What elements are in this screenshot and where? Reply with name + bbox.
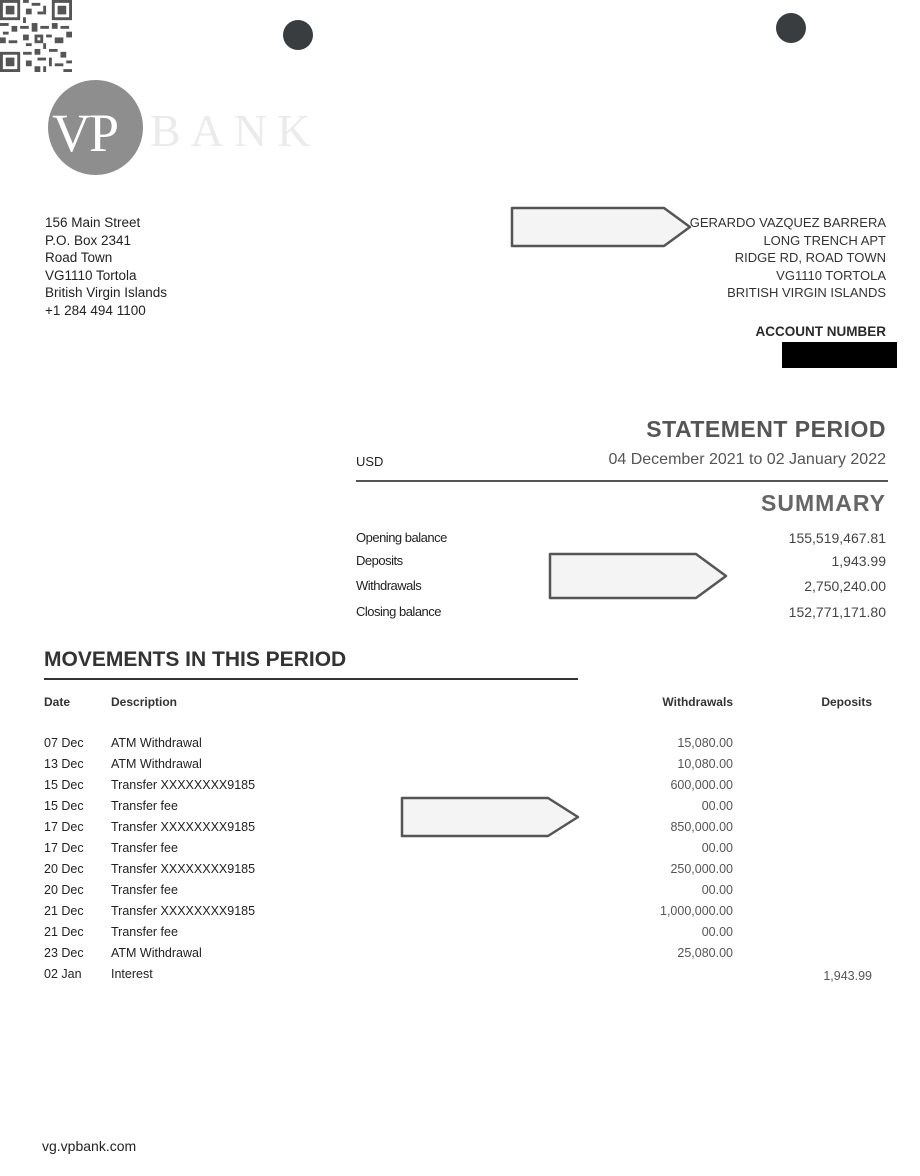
customer-address-line: RIDGE RD, ROAD TOWN — [734, 250, 886, 266]
bank-address-line: P.O. Box 2341 — [45, 232, 132, 248]
summary-value-deposits: 1,943.99 — [831, 553, 886, 569]
row-date: 21 Dec — [44, 925, 84, 939]
row-withdrawal: 850,000.00 — [670, 820, 733, 834]
table-row — [0, 862, 920, 882]
bank-address-line: VG1110 Tortola — [45, 267, 137, 283]
punch-hole-icon-left — [283, 20, 313, 50]
bank-address-line: Road Town — [45, 250, 113, 266]
table-row — [0, 946, 920, 966]
bank-address — [45, 214, 167, 320]
currency: USD — [356, 454, 384, 469]
bank-address-line: 156 Main Street — [45, 215, 141, 230]
summary-value-closing: 152,771,171.80 — [788, 604, 886, 620]
logo-mark: VP — [52, 103, 118, 163]
row-withdrawal: 600,000.00 — [670, 778, 733, 792]
row-date: 20 Dec — [44, 883, 84, 897]
row-date: 20 Dec — [44, 862, 84, 876]
column-header-description: Description — [111, 695, 178, 709]
website-link[interactable]: vg.vpbank.com — [42, 1138, 137, 1154]
row-description: Transfer fee — [111, 799, 178, 813]
table-row — [0, 778, 920, 798]
customer-name: GERARDO VAZQUEZ BARRERA — [689, 215, 886, 230]
divider — [356, 480, 888, 482]
customer-address — [690, 214, 886, 302]
row-deposit: 1,943.99 — [823, 969, 872, 983]
row-date: 23 Dec — [44, 946, 84, 960]
logo-word: BANK — [150, 105, 321, 156]
redaction-tag-icon — [508, 206, 694, 248]
row-description: Transfer XXXXXXXX9185 — [111, 778, 256, 792]
account-number-label: ACCOUNT NUMBER — [755, 324, 886, 339]
customer-address-line: BRITISH VIRGIN ISLANDS — [727, 285, 886, 301]
row-description: Transfer fee — [111, 883, 178, 897]
row-date: 07 Dec — [44, 736, 84, 750]
summary-heading: SUMMARY — [761, 490, 886, 516]
table-row — [0, 925, 920, 945]
summary-label-opening: Opening balance — [356, 530, 447, 545]
table-row — [0, 904, 920, 924]
row-description: Interest — [111, 967, 153, 981]
table-row — [0, 883, 920, 903]
row-description: ATM Withdrawal — [111, 757, 202, 771]
row-withdrawal: 00.00 — [701, 799, 733, 813]
punch-hole-icon-right — [776, 13, 806, 43]
row-description: Transfer XXXXXXXX9185 — [111, 862, 256, 876]
row-date: 13 Dec — [44, 757, 84, 771]
row-date: 02 Jan — [44, 967, 82, 981]
bank-phone: +1 284 494 1100 — [45, 302, 146, 318]
account-number-redaction — [782, 342, 897, 368]
row-description: Transfer XXXXXXXX9185 — [111, 820, 256, 834]
customer-address-line: VG1110 TORTOLA — [776, 267, 886, 283]
row-withdrawal: 25,080.00 — [677, 946, 733, 960]
summary-label-deposits: Deposits — [356, 553, 403, 568]
table-row — [0, 757, 920, 777]
column-header-withdrawals: Withdrawals — [662, 695, 733, 709]
row-date: 17 Dec — [44, 841, 84, 855]
row-withdrawal: 10,080.00 — [677, 757, 733, 771]
summary-value-opening: 155,519,467.81 — [788, 530, 886, 546]
statement-period-heading: STATEMENT PERIOD — [646, 416, 886, 442]
redaction-tag-icon — [398, 796, 582, 840]
row-description: ATM Withdrawal — [111, 736, 202, 750]
row-date: 15 Dec — [44, 799, 84, 813]
summary-label-withdrawals: Withdrawals — [356, 578, 422, 593]
summary-value-withdrawals: 2,750,240.00 — [804, 578, 886, 594]
table-row — [0, 967, 920, 987]
row-date: 17 Dec — [44, 820, 84, 834]
row-date: 15 Dec — [44, 778, 84, 792]
row-description: Transfer fee — [111, 925, 178, 939]
period-range: 04 December 2021 to 02 January 2022 — [608, 451, 886, 468]
row-withdrawal: 15,080.00 — [677, 736, 733, 750]
row-withdrawal: 00.00 — [701, 841, 733, 855]
table-row — [0, 736, 920, 756]
row-description: Transfer XXXXXXXX9185 — [111, 904, 256, 918]
table-row — [0, 841, 920, 861]
movements-heading: MOVEMENTS IN THIS PERIOD — [44, 648, 347, 671]
bank-address-line: British Virgin Islands — [45, 285, 168, 301]
qr-code-icon — [0, 0, 72, 72]
row-description: ATM Withdrawal — [111, 946, 202, 960]
customer-address-line: LONG TRENCH APT — [763, 232, 886, 248]
row-date: 21 Dec — [44, 904, 84, 918]
row-withdrawal: 00.00 — [701, 925, 733, 939]
redaction-tag-icon — [546, 552, 732, 600]
column-header-date: Date — [44, 695, 71, 709]
column-header-deposits: Deposits — [821, 695, 872, 709]
row-withdrawal: 250,000.00 — [670, 862, 733, 876]
summary-label-closing: Closing balance — [356, 604, 442, 619]
divider — [44, 678, 578, 680]
row-withdrawal: 00.00 — [701, 883, 733, 897]
row-description: Transfer fee — [111, 841, 178, 855]
row-withdrawal: 1,000,000.00 — [660, 904, 733, 918]
